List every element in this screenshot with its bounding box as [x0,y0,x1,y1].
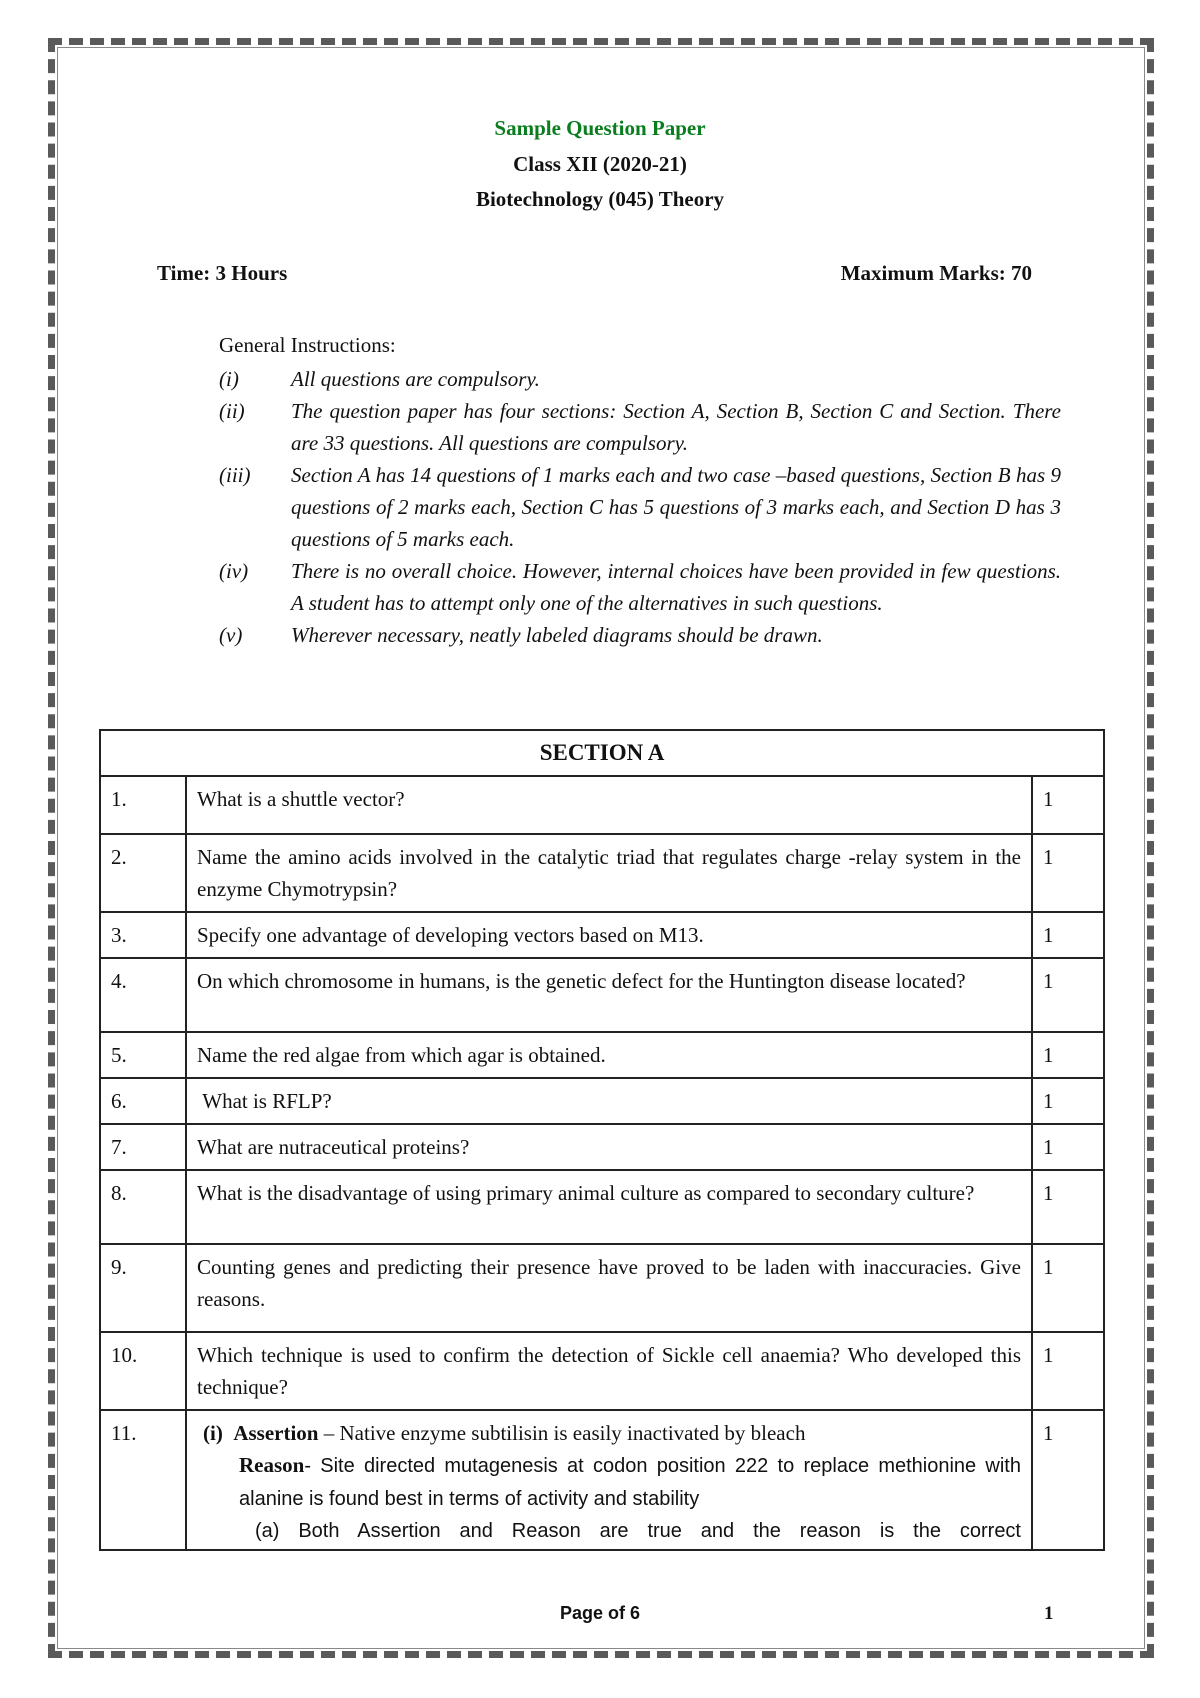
question-marks: 1 [1032,1078,1104,1124]
question-row [100,1078,1104,1124]
paper-title: Sample Question Paper [494,116,706,140]
question-marks: 1 [1032,1244,1104,1332]
question-row [100,1332,1104,1410]
question-marks: 1 [1032,958,1104,1032]
question-number: 10. [100,1332,186,1410]
question-row [100,1170,1104,1244]
footer-page-number: 1 [1044,1603,1054,1624]
question-text: Name the amino acids involved in the catalytic triad that regulates charge -relay system in the enzyme Chymotrypsin? [186,834,1032,912]
question-row [100,834,1104,912]
instruction-number: (i) [219,367,239,391]
question-text: On which chromosome in humans, is the genetic defect for the Huntington disease located? [186,958,1032,1032]
class-line: Class XII (2020-21) [513,152,687,176]
instruction-number: (iv) [219,559,249,583]
question-text: What is the disadvantage of using primary animal culture as compared to secondary culture? [186,1170,1032,1244]
instruction-number: (v) [219,623,243,647]
question-number: 6. [100,1078,186,1124]
instructions-heading: General Instructions: [219,333,396,357]
instruction-item [219,395,1061,459]
question-text: What is RFLP? [186,1078,1032,1124]
question-text: What are nutraceutical proteins? [186,1124,1032,1170]
question-number: 8. [100,1170,186,1244]
question-number: 7. [100,1124,186,1170]
max-marks-label: Maximum Marks: 70 [840,261,1032,285]
question-row [100,1032,1104,1078]
assertion-label: Assertion [233,1421,319,1445]
question-marks: 1 [1032,834,1104,912]
section-heading: SECTION A [100,730,1104,776]
question-text: Name the red algae from which agar is obtained. [186,1032,1032,1078]
question-number: 5. [100,1032,186,1078]
instruction-item [219,619,1061,651]
subject-line: Biotechnology (045) Theory [475,187,725,211]
question-text: Which technique is used to confirm the detection of Sickle cell anaemia? Who developed this technique? [186,1332,1032,1410]
question-text [186,1410,1032,1550]
question-number: 4. [100,958,186,1032]
instruction-text: Section A has 14 questions of 1 marks each and two case –based questions, Section B has 9 questions of 2 marks each, Section C has 5 questions of 3 marks each, and Section D has 3 questions of 5 marks each. [291,463,1061,551]
question-marks: 1 [1032,912,1104,958]
question-marks: 1 [1032,776,1104,834]
question-number: 1. [100,776,186,834]
question-number: 3. [100,912,186,958]
reason-text: - Site directed mutagenesis at codon position 222 to replace methionine with alanine is found best in terms of activity and stability [239,1455,1021,1510]
question-marks: 1 [1032,1124,1104,1170]
instruction-text: All questions are compulsory. [291,367,540,391]
question-number: 2. [100,834,186,912]
instructions-list [219,363,1061,651]
reason-label: Reason [239,1453,305,1477]
instruction-text: Wherever necessary, neatly labeled diagrams should be drawn. [291,623,823,647]
part-number: (i) [203,1421,223,1445]
instruction-item [219,459,1061,555]
instruction-number: (ii) [219,399,245,423]
instruction-item [219,555,1061,619]
question-row [100,1410,1104,1550]
instruction-item [219,363,1061,395]
instruction-text: The question paper has four sections: Section A, Section B, Section C and Section. There are 33 questions. All questions are compulsory. [291,399,1061,455]
section-a-table [99,729,1105,1551]
question-row [100,912,1104,958]
question-row [100,1244,1104,1332]
option-a: (a) Both Assertion and Reason are true and the reason is the correct [255,1520,1021,1542]
reason-line [197,1449,1021,1515]
question-marks: 1 [1032,1032,1104,1078]
question-number: 9. [100,1244,186,1332]
section-header-row [100,730,1104,776]
footer-page-label: Page of 6 [559,1603,641,1623]
time-label: Time: 3 Hours [157,261,288,285]
question-row [100,958,1104,1032]
question-marks: 1 [1032,1410,1104,1550]
question-marks: 1 [1032,1332,1104,1410]
question-row [100,776,1104,834]
question-text: What is a shuttle vector? [186,776,1032,834]
assertion-line [197,1417,1021,1449]
question-number: 11. [100,1410,186,1550]
assertion-text: – Native enzyme subtilisin is easily inactivated by bleach [318,1421,806,1445]
instruction-text: There is no overall choice. However, internal choices have been provided in few questions. A student has to attempt only one of the alternatives in such questions. [291,559,1061,615]
instruction-number: (iii) [219,463,251,487]
question-text: Specify one advantage of developing vectors based on M13. [186,912,1032,958]
question-row [100,1124,1104,1170]
question-text: Counting genes and predicting their presence have proved to be laden with inaccuracies. Give reasons. [186,1244,1032,1332]
question-marks: 1 [1032,1170,1104,1244]
